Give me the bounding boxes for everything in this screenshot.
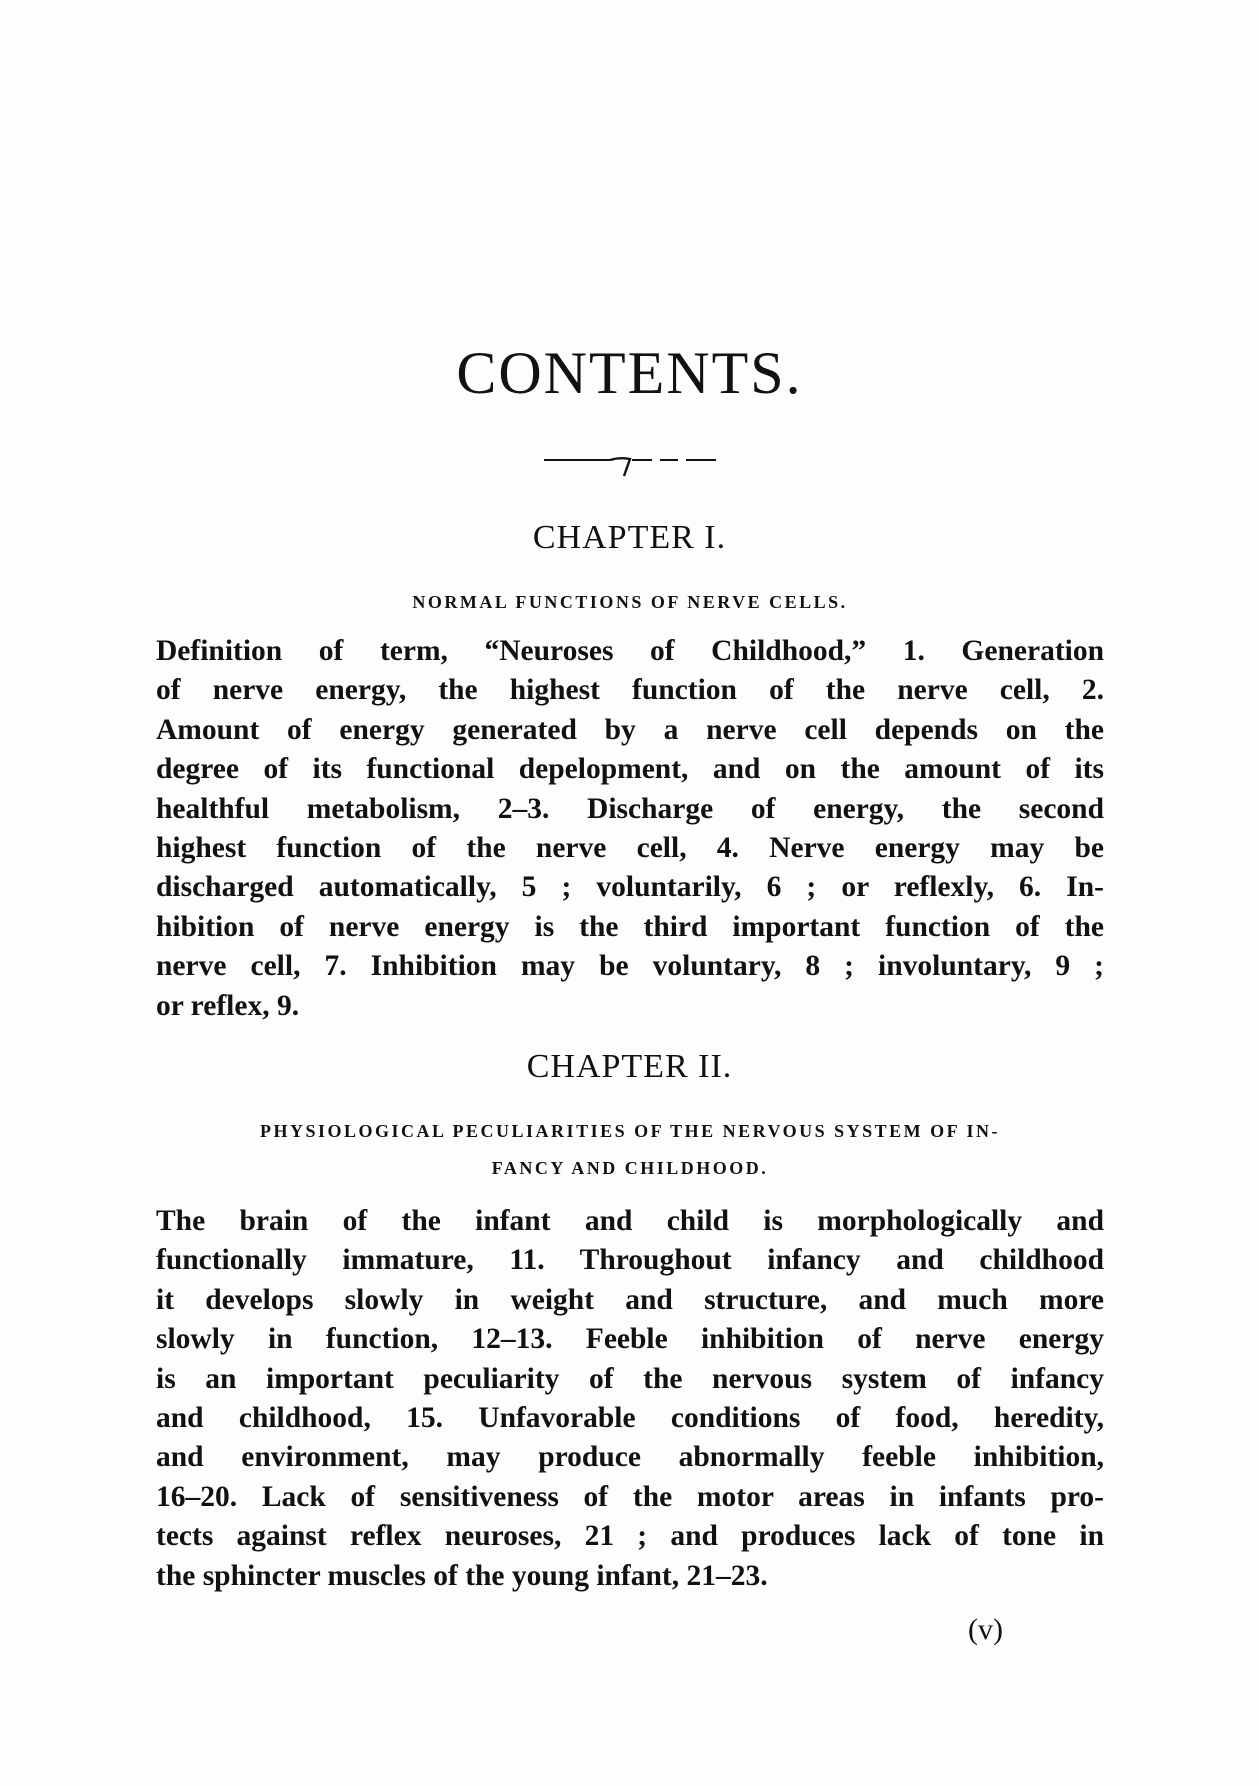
summary-line: hibition of nerve energy is the third important function of the	[156, 910, 1104, 943]
chapter-2-heading: CHAPTER II.	[526, 1048, 733, 1085]
chapter-2-summary	[156, 1202, 1104, 1596]
summary-line: Definition of term, “Neuroses of Childhood,” 1. Generation	[156, 635, 1104, 667]
chapter-1-subtitle: NORMAL FUNCTIONS OF NERVE CELLS.	[412, 592, 848, 612]
summary-line: Amount of energy generated by a nerve cell depends on the	[156, 713, 1104, 746]
chapter-1-summary	[156, 632, 1104, 1026]
summary-line: degree of its functional depelopment, and on the amount of its	[156, 753, 1104, 786]
page-folio: (v)	[968, 1613, 1003, 1646]
summary-line: of nerve energy, the highest function of the nerve cell, 2.	[156, 674, 1104, 707]
chapter-1-heading: CHAPTER I.	[532, 519, 727, 556]
rule-ornament-icon	[540, 448, 720, 478]
summary-line: The brain of the infant and child is morphologically and	[156, 1205, 1104, 1237]
summary-line: highest function of the nerve cell, 4. Nerve energy may be	[156, 832, 1104, 865]
summary-line: is an important peculiarity of the nervous system of infancy	[156, 1362, 1104, 1395]
chapter-2-subtitle-line: PHYSIOLOGICAL PECULIARITIES OF THE NERVOUS SYSTEM OF IN-	[260, 1121, 1000, 1141]
summary-line: nerve cell, 7. Inhibition may be voluntary, 8 ; involuntary, 9 ;	[156, 950, 1104, 983]
summary-line: the sphincter muscles of the young infant, 21–23.	[156, 1559, 768, 1592]
summary-line: and childhood, 15. Unfavorable conditions of food, heredity,	[156, 1402, 1104, 1435]
summary-line: slowly in function, 12–13. Feeble inhibition of nerve energy	[156, 1323, 1104, 1356]
summary-line: healthful metabolism, 2–3. Discharge of energy, the second	[156, 792, 1104, 825]
summary-line: 16–20. Lack of sensitiveness of the motor areas in infants pro-	[156, 1480, 1104, 1513]
summary-line: it develops slowly in weight and structure, and much more	[156, 1283, 1104, 1316]
summary-line: and environment, may produce abnormally feeble inhibition,	[156, 1441, 1104, 1474]
summary-line: tects against reflex neuroses, 21 ; and produces lack of tone in	[156, 1520, 1104, 1553]
page-title: CONTENTS.	[456, 340, 803, 406]
summary-line: discharged automatically, 5 ; voluntarily, 6 ; or reflexly, 6. In-	[156, 871, 1104, 904]
summary-line: or reflex, 9.	[156, 989, 300, 1022]
summary-line: functionally immature, 11. Throughout infancy and childhood	[156, 1244, 1104, 1277]
chapter-2-subtitle-line: FANCY AND CHILDHOOD.	[491, 1158, 769, 1178]
